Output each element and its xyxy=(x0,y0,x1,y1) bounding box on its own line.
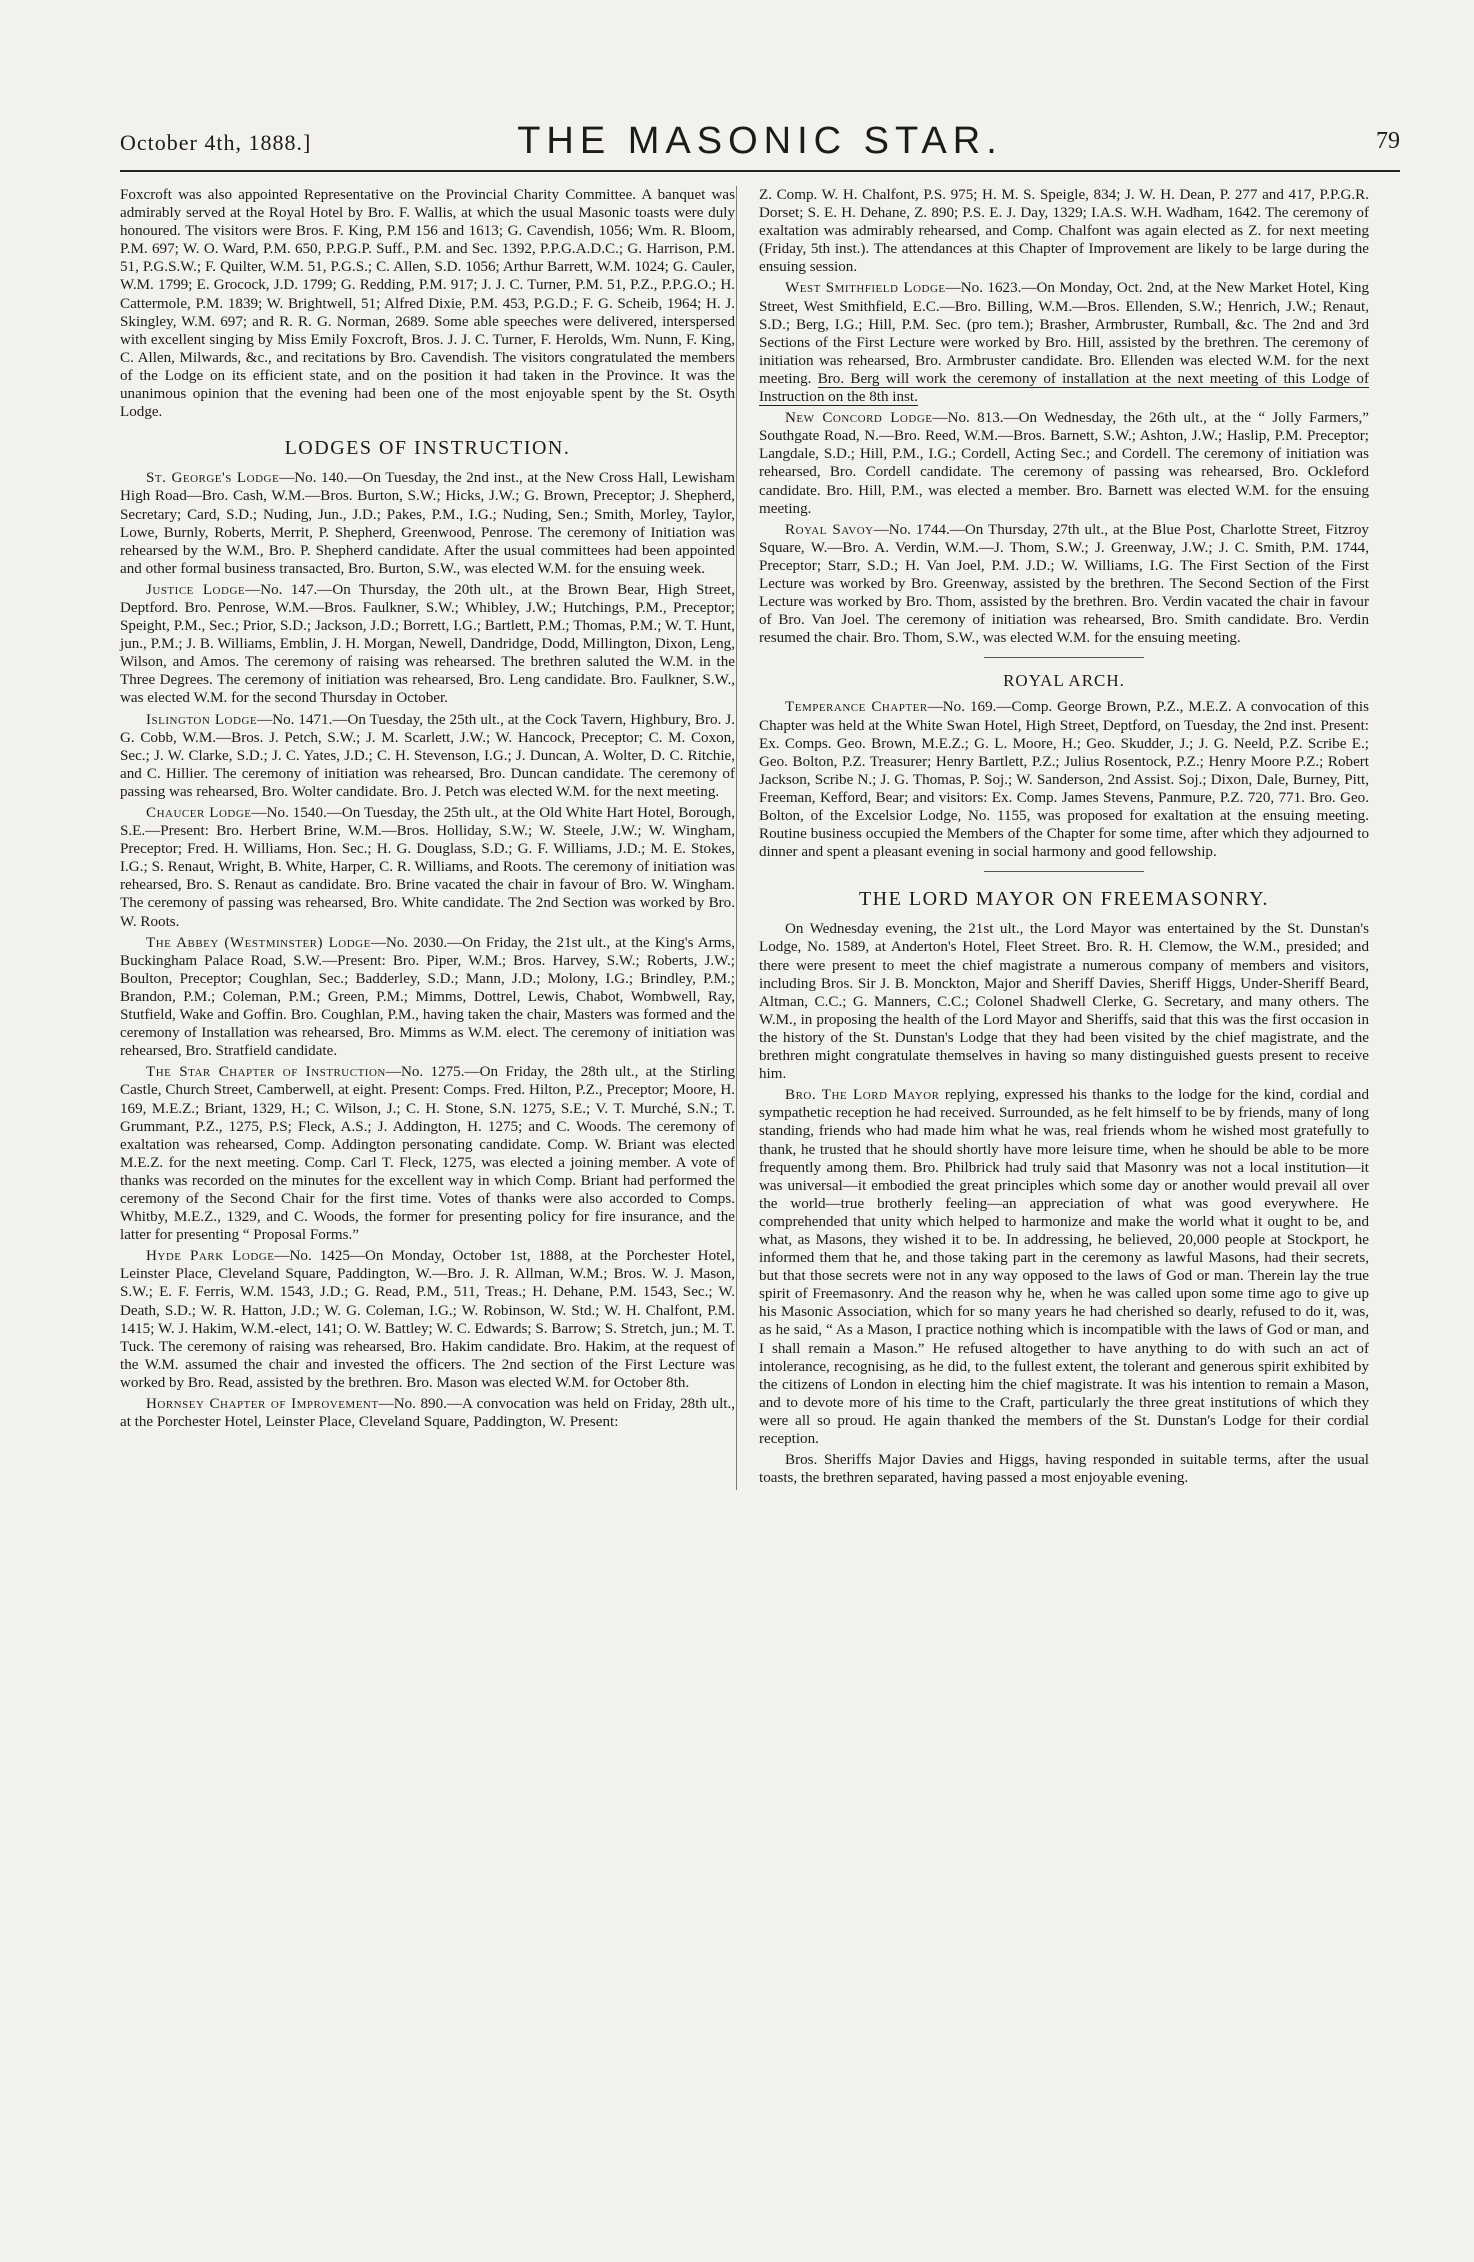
section-heading-royal-arch: ROYAL ARCH. xyxy=(1003,671,1125,691)
lodge-text: —No. 1623.—On Monday, Oct. 2nd, at the New Market Hotel, King Street, West Smithfield, E.C.—Bro. Billing, W.M.—Bros. Ellenden, S.W.; Henrich, J.W.; Renaut, S.D.; Berg, I.G.; Hill, P.M. Sec. (pro tem.); Brasher, Armbruster, Rumball, &c. The 2nd and 3rd Sections of the First Lecture were worked by Bro. Hill, assisted by the brethren. The ceremony of initiation was rehearsed, Bro. Armbruster candidate. Bro. Ellenden was elected W.M. for the next meeting. xyxy=(759,280,1369,387)
lodge-name: Islington Lodge xyxy=(146,711,258,728)
lodge-text: —No. 813.—On Wednesday, the 26th ult., at the “ Jolly Farmers,” Southgate Road, N.—Bro. Reed, W.M.—Bros. Barnett, S.W.; Ashton, J.W.; Haslip, P.M. Preceptor; Langdale, S.D.; Hill, P.M., I.G.; Cordell, Acting Sec.; and Cordell. The ceremony of initiation was rehearsed, Bro. Cordell candidate. The ceremony of passing was rehearsed, Bro. Ockleford candidate. Bro. Hill, P.M., was elected a member. Bro. Barnett was elected W.M. for the ensuing meeting. xyxy=(759,410,1369,517)
lodge-report xyxy=(120,934,735,1061)
issue-date: October 4th, 1888.] xyxy=(120,130,312,155)
lodge-name: St. George's Lodge xyxy=(146,470,280,487)
lodge-name: Hyde Park Lodge xyxy=(146,1248,275,1265)
left-column xyxy=(120,186,735,1434)
section-divider xyxy=(984,871,1144,872)
lodge-text: —No. 140.—On Tuesday, the 2nd inst., at the New Cross Hall, Lewisham High Road—Bro. Cash, W.M.—Bros. Burton, S.W.; Hicks, J.W.; G. Brown, Preceptor; J. Shepherd, Secretary; Card, S.D.; Nuding, Jun., J.D.; Pakes, P.M., I.G.; Nuding, Sen.; Smith, Morley, Taylor, Lowe, Burnly, Roberts, Merrit, P. Shepherd, Greenwood, Penrose. The ceremony of Initiation was rehearsed by the W.M., Bro. P. Shepherd candidate. After the usual committees had been appointed and other formal business transacted, Bro. Burton, S.W., was elected W.M. for the ensuing week. xyxy=(120,470,735,577)
lodge-text: —No. 1471.—On Tuesday, the 25th ult., at the Cock Tavern, Highbury, Bro. J. G. Cobb, W.M.—Bros. J. Petch, S.W.; J. M. Scarlett, J.W.; W. Hancock, Preceptor; C. M. Coxon, Sec.; J. W. Clarke, S.D.; J. C. Yates, J.D.; C. H. Stevenson, I.G.; J. Duncan, A. Wolter, D. C. Ritchie, and C. Hillier. The ceremony of initiation was rehearsed, Bro. Duncan candidate. The ceremony of passing was rehearsed, Bro. Wolter candidate. Bro. J. Petch was elected W.M. for the next meeting. xyxy=(120,711,735,800)
lodge-text: —No. 1425—On Monday, October 1st, 1888, at the Porchester Hotel, Leinster Place, Cleveland Square, Paddington, W.—Bro. J. R. Allman, W.M.; Bros. W. J. Mason, S.W.; E. F. Ferris, W.M. 1543, J.D.; G. Read, P.M., 511, Treas.; H. Dehane, P.M. 1543, Sec.; W. Death, S.D.; W. R. Hatton, J.D.; W. G. Coleman, I.G.; W. Robinson, W. Std.; W. H. Chalfont, P.M. 1415; W. J. Hakim, W.M.-elect, 141; O. W. Battley; W. C. Edwards; S. Barrow; S. Stretch, jun.; M. T. Tuck. The ceremony of raising was rehearsed, Bro. Hakim candidate. Bro. Hakim, at the request of the W.M. assumed the chair and invested the officers. The 2nd section of the First Lecture was worked by Bro. Read, assisted by the brethren. Bro. Mason was elected W.M. for October 8th. xyxy=(120,1248,735,1391)
lodge-report xyxy=(120,1063,735,1244)
lodge-name: West Smithfield Lodge xyxy=(785,280,946,297)
publication-title: THE MASONIC STAR. xyxy=(517,120,1003,162)
speaker-name: Bro. The Lord Mayor xyxy=(785,1087,940,1104)
lodge-name: Chaucer Lodge xyxy=(146,805,252,821)
lodge-text: —No. 147.—On Thursday, the 20th ult., at the Brown Bear, High Street, Deptford. Bro. Penrose, W.M.—Bros. Faulkner, S.W.; Whibley, J.W.; Hutchings, P.M., Preceptor; Speight, P.M., Sec.; Prior, S.D.; Jackson, J.D.; Borrett, I.G.; Bartlett, P.M.; Thomas, P.M.; W. T. Hunt, jun., P.M.; J. B. Williams, Emblin, J. H. Morgan, Newell, Dandridge, Dodd, Millington, Dixon, Leng, Wilson, and Amos. The ceremony of raising was rehearsed. The brethren saluted the W.M. in the Three Degrees. The ceremony of initiation was rehearsed, Bro. Leng candidate. Bro. Faulkner, S.W., was elected W.M. for the second Thursday in October. xyxy=(120,581,735,707)
page-number: 79 xyxy=(1376,128,1400,154)
intro-paragraph: Foxcroft was also appointed Representative on the Provincial Charity Committee. A banquet was admirably served at the Royal Hotel by Bro. F. Wallis, at which the usual Masonic toasts were duly honoured. The visitors were Bros. F. King, P.M 156 and 1613; G. Cavendish, 1056; Wm. R. Bloom, P.M. 697; W. O. Ward, P.M. 650, P.P.G.P. Suff., P.M. and Sec. 1392, P.P.G.A.D.C.; G. Harrison, P.M. 51, P.G.S.W.; F. Quilter, W.M. 51, P.G.S.; C. Allen, S.D. 1056; Arthur Barrett, W.M. 1024; G. Cauler, W.M. 1799; E. Grocock, J.D. 1799; G. Redding, P.M. 917; J. J. C. Turner, P.M. 51, P.Z., P.P.G.O.; H. Cattermole, P.M. 1839; W. Brightwell, 51; Alfred Dixie, P.M. 453, P.G.D.; F. G. Scheib, 1964; H. J. Skingley, W.M. 697; and R. R. G. Norman, 2689. Some able speeches were delivered, interspersed with excellent singing by Miss Emily Foxcroft, Bros. J. J. C. Turner, F. Herolds, Wm. Nunn, F. King, C. Allen, Milwards, &c., and recitations by Bro. Cavendish. The visitors congratulated the members of the Lodge on its efficient state, and on the position it had taken in the Province. It was the unanimous opinion that the evening had been one of the most enjoyable spent by the St. Osyth Lodge. xyxy=(120,187,735,421)
lodge-text: —No. 1540.—On Tuesday, the 25th ult., at the Old White Hart Hotel, Borough, S.E.—Present: Bro. Herbert Brine, W.M.—Bros. Holliday, S.W.; W. Steele, J.W.; W. Wingham, Preceptor; Fred. H. Williams, Hon. Sec.; H. G. Douglass, S.D.; G. F. Williams, J.D.; M. E. Stokes, I.G.; S. Renaut, Wright, B. White, Harper, C. R. Williams, and Roots. The ceremony of initiation was rehearsed, Bro. S. Renaut as candidate. Bro. Brine vacated the chair in favour of Bro. W. Wingham. The ceremony of passing was rehearsed, Bro. White candidate. The 2nd Section was worked by Bro. W. Roots. xyxy=(120,805,735,930)
lodge-report xyxy=(120,581,735,708)
chapter-text: —No. 169.—Comp. George Brown, P.Z., M.E.Z. A convocation of this Chapter was held at the White Swan Hotel, High Street, Deptford, on Tuesday, the 2nd inst. Present: Ex. Comps. Geo. Brown, M.E.Z.; G. L. Moore, H.; Geo. Skudder, J.; J. G. Neeld, P.Z. Scribe E.; Geo. Bolton, P.Z. Treasurer; Henry Bartlett, P.Z.; Julius Rosentock, P.Z.; Henry Moore P.Z.; Robert Jackson, Scribe N.; J. G. Thomas, P. Soj.; W. Sanderson, 2nd Assist. Soj.; Dixon, Dale, Burney, Pitt, Freeman, Kefford, Bear; and visitors: Ex. Comp. James Stevens, Panmure, P.Z. 720, 771. Bro. Geo. Bolton, of the Excelsior Lodge, No. 1155, was proposed for exaltation at the ensuing meeting. Routine business occupied the Members of the Chapter for some time, after which they adjourned to dinner and spent a pleasant evening in social harmony and good fellowship. xyxy=(759,699,1369,861)
underlined-notice: Bro. Berg will work the ceremony of installation at the next meeting of this Lodge of Instruction on the 8th inst. xyxy=(759,370,1369,406)
lodge-name: The Abbey (Westminster) Lodge xyxy=(146,934,371,951)
chapter-name: Temperance Chapter xyxy=(785,699,928,716)
lodge-report xyxy=(759,409,1369,518)
lodge-name: Justice Lodge xyxy=(146,581,246,598)
lodge-name: New Concord Lodge xyxy=(785,410,933,427)
article-text: replying, expressed his thanks to the lodge for the kind, cordial and sympathetic reception he had received. Surrounded, as he felt himself to be by friends, many of long standing, friends who had made him what he was, real friends whom he wished most gratefully to thank, he trusted that he should shortly have more leisure time, when he should be able to be more frequently among them. Bro. Philbrick had truly said that Masonry was not a local institution—it was universal—it embodied the great principles which some day or another would prevail all over the world—true brotherly feeling—an appreciation of what was good everywhere. He comprehended that unity which helped to harmonize and make the world what it ought to be, and what, as Masons, they wished it to be. In addressing, he believed, 20,000 people at Stockport, he informed them that he, and those taking part in the ceremony as lawful Masons, had their secrets, but that those secrets were not in any way opposed to the laws of God or man. Therein lay the true spirit of Freemasonry. And the reason why he, when he was called upon some time ago to give up his Masonic Association, which for so many years he had cherished so dearly, refused to do it, was, as he said, “ As a Mason, I practice nothing which is incompatible with the laws of God or man, and I shall remain a Mason.” He refused altogether to have anything to do with such an act of intolerance, recognising, as he did, to the fullest extent, the tolerant and generous spirit exhibited by the citizens of London in electing him the chief magistrate. It was his intention to remain a Mason, and to devote more of his time to the Craft, particularly the three great institutions of which they were all so proud. He again thanked the members of the St. Dunstan's Lodge for their cordial reception. xyxy=(759,1087,1370,1447)
section-divider xyxy=(984,657,1144,658)
article-paragraph: On Wednesday evening, the 21st ult., the Lord Mayor was entertained by the St. Dunstan's Lodge, No. 1589, at Anderton's Hotel, Fleet Street. Bro. R. H. Clemow, the W.M., presided; and there were present to meet the chief magistrate a numerous company of members and visitors, including Bros. Sir J. B. Monckton, Major and Sheriff Davies, Sheriff Higgs, Under-Sheriff Beard, Altman, C.C.; G. Manners, C.C.; Colonel Shadwell Clerke, G. Secretary, and many others. The W.M., in proposing the health of the Lord Mayor and Sheriffs, said that this was the first occasion in the history of the St. Dunstan's Lodge that they had been visited by the chief magistrate, and the brethren might congratulate themselves in having so many distinguished guests present to receive him. xyxy=(759,921,1369,1083)
lodge-text: —No. 890.—A convocation was held on Friday, 28th ult., at the Porchester Hotel, Leinster Place, Cleveland Square, Paddington, W. Present: xyxy=(120,1396,735,1431)
lodge-text: —No. 1744.—On Thursday, 27th ult., at the Blue Post, Charlotte Street, Fitzroy Square, W.—Bro. A. Verdin, W.M.—J. Thom, S.W.; J. Greenway, J.W.; J. C. Smith, P.M. 1744, Preceptor; Starr, S.D.; H. Van Joel, P.M. J.D.; W. Williams, I.G. The First Section of the First Lecture was worked by Bro. Greenway, assisted by the brethren. The Second Section of the First Lecture was worked by Bro. Thom, assisted by the brethren. Bro. Verdin vacated the chair in favour of Bro. Van Joel. The ceremony of initiation was rehearsed, Bro. Smith candidate. Bro. Verdin resumed the chair. Bro. Thom, S.W., was elected W.M. for the ensuing meeting. xyxy=(759,521,1369,647)
lodge-name: Royal Savoy xyxy=(785,521,874,538)
lodge-report xyxy=(120,804,735,931)
lodge-report xyxy=(120,469,735,578)
article-paragraph: Bros. Sheriffs Major Davies and Higgs, having responded in suitable terms, after the usual toasts, the brethren separated, having passed a most enjoyable evening. xyxy=(759,1452,1369,1487)
section-heading-lodges-of-instruction: LODGES OF INSTRUCTION. xyxy=(284,437,571,460)
lodge-report xyxy=(120,1247,735,1392)
lodge-report xyxy=(759,521,1369,648)
article-paragraph xyxy=(759,1086,1369,1448)
chapter-report xyxy=(759,698,1369,861)
lodge-report xyxy=(120,711,735,801)
masthead xyxy=(120,118,1400,172)
lodge-report xyxy=(120,1395,735,1431)
section-heading-lord-mayor: THE LORD MAYOR ON FREEMASONRY. xyxy=(858,888,1270,911)
lodge-name: Hornsey Chapter of Improvement xyxy=(146,1396,379,1412)
right-column xyxy=(736,186,1369,1490)
lodge-name: The Star Chapter of Instruction xyxy=(146,1064,386,1081)
continuation-paragraph: Z. Comp. W. H. Chalfont, P.S. 975; H. M. S. Speigle, 834; J. W. H. Dean, P. 277 and 417, P.P.G.R. Dorset; S. E. H. Dehane, Z. 890; P.S. E. J. Day, 1329; I.A.S. W.H. Wadham, 1642. The ceremony of exaltation was admirably rehearsed, and Comp. Chalfont was again elected as Z. for next meeting (Friday, 5th inst.). The attendances at this Chapter of Improvement are likely to be large during the ensuing session. xyxy=(759,187,1369,276)
lodge-report xyxy=(759,279,1369,406)
lodge-text: —No. 2030.—On Friday, the 21st ult., at the King's Arms, Buckingham Palace Road, S.W.—Present: Bro. Piper, W.M.; Bros. Harvey, S.W.; Roberts, J.W.; Boulton, Preceptor; Coughlan, Sec.; Badderley, S.D.; Mann, J.D.; Molony, I.G.; Brindley, P.M.; Brandon, P.M.; Coleman, P.M.; Green, P.M.; Mimms, Dottrel, Lewis, Chabot, Wombwell, Ray, Stutfield, Wake and Goffin. Bro. Coughlan, P.M., having taken the chair, Masters was formed and the ceremony of Installation was rehearsed, Bro. Mimms as W.M. elect. The ceremony of initiation was rehearsed, Bro. Stratfield candidate. xyxy=(120,934,736,1060)
lodge-text: —No. 1275.—On Friday, the 28th ult., at the Stirling Castle, Church Street, Camberwell, at eight. Present: Comps. Fred. Hilton, P.Z., Preceptor; Moore, H. 169, M.E.Z.; Briant, 1329, H.; C. Wilson, J.; C. H. Stone, S.N. 1275, S.E.; V. T. Murché, S.N.; T. Grummant, P.Z., 1275, P.S; Fleck, A.S.; J. Addington, H. 1275; and C. Woods. The ceremony of exaltation was rehearsed, Comp. Addington personating candidate. Comp. W. Briant was elected M.E.Z. for the next meeting. Comp. Carl T. Fleck, 1275, was elected a joining member. A vote of thanks was recorded on the minutes for the excellent way in which Comp. Briant had performed the ceremony of the Second Chair for the first time. Votes of thanks were also accorded to Comps. Whitby, M.E.Z., 1329, and C. Woods, the former for presenting policy for fire insurance, and the latter for presenting “ Proposal Forms.” xyxy=(120,1064,735,1244)
